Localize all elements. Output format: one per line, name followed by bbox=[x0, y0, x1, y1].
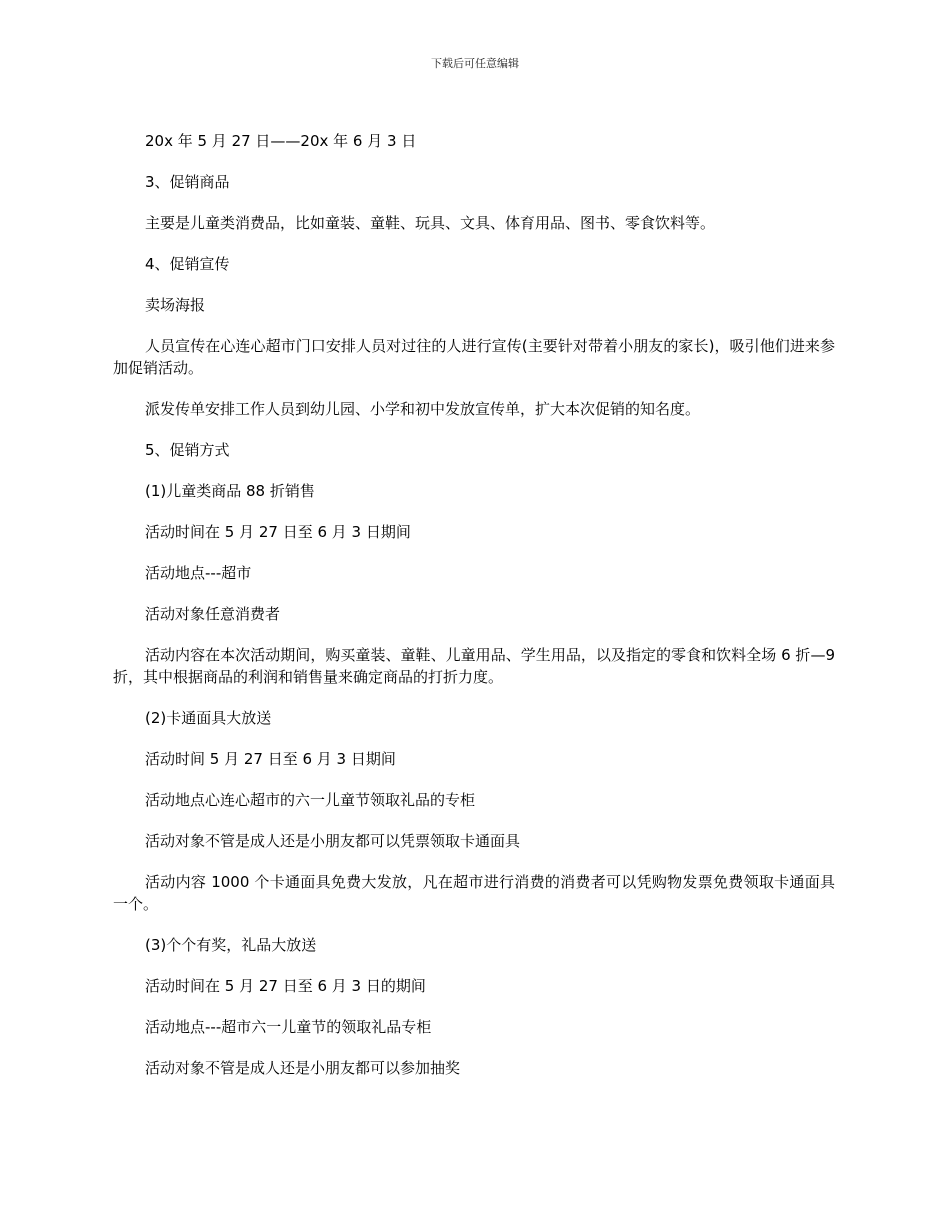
publicity-staff-paragraph: 人员宣传在心连心超市门口安排人员对过往的人进行宣传(主要针对带着小朋友的家长)，吸引他们进来参加促销活动。 bbox=[113, 337, 835, 377]
method-1-location: 活动地点---超市 bbox=[145, 564, 252, 582]
method-1-content: 活动内容在本次活动期间，购买童装、童鞋、儿童用品、学生用品，以及指定的零食和饮料全场 6 折—9 折，其中根据商品的利润和销售量来确定商品的打折力度。 bbox=[113, 646, 835, 686]
publicity-posters-paragraph: 卖场海报 bbox=[145, 296, 206, 314]
method-2-heading: (2)卡通面具大放送 bbox=[145, 709, 272, 727]
section-heading-methods: 5、促销方式 bbox=[145, 441, 230, 459]
method-3-audience: 活动对象不管是成人还是小朋友都可以参加抽奖 bbox=[145, 1059, 461, 1077]
section-heading-products: 3、促销商品 bbox=[145, 173, 230, 191]
page-header: 下载后可任意编辑 bbox=[431, 57, 519, 70]
method-3-heading: (3)个个有奖，礼品大放送 bbox=[145, 936, 317, 954]
section-heading-publicity: 4、促销宣传 bbox=[145, 255, 230, 273]
method-2-content: 活动内容 1000 个卡通面具免费大发放，凡在超市进行消费的消费者可以凭购物发票免费领取卡通面具一个。 bbox=[113, 873, 835, 913]
method-2-time: 活动时间 5 月 27 日至 6 月 3 日期间 bbox=[145, 750, 396, 768]
method-1-heading: (1)儿童类商品 88 折销售 bbox=[145, 482, 315, 500]
method-3-time: 活动时间在 5 月 27 日至 6 月 3 日的期间 bbox=[145, 977, 426, 995]
products-paragraph: 主要是儿童类消费品，比如童装、童鞋、玩具、文具、体育用品、图书、零食饮料等。 bbox=[145, 214, 716, 232]
method-1-audience: 活动对象任意消费者 bbox=[145, 605, 281, 623]
method-3-location: 活动地点---超市六一儿童节的领取礼品专柜 bbox=[145, 1018, 432, 1036]
method-2-location: 活动地点心连心超市的六一儿童节领取礼品的专柜 bbox=[145, 791, 476, 809]
method-2-audience: 活动对象不管是成人还是小朋友都可以凭票领取卡通面具 bbox=[145, 832, 521, 850]
date-range-paragraph: 20x 年 5 月 27 日——20x 年 6 月 3 日 bbox=[145, 132, 417, 150]
method-1-time: 活动时间在 5 月 27 日至 6 月 3 日期间 bbox=[145, 523, 411, 541]
document-body bbox=[113, 130, 835, 1098]
publicity-flyers-paragraph: 派发传单安排工作人员到幼儿园、小学和初中发放宣传单，扩大本次促销的知名度。 bbox=[145, 400, 701, 418]
